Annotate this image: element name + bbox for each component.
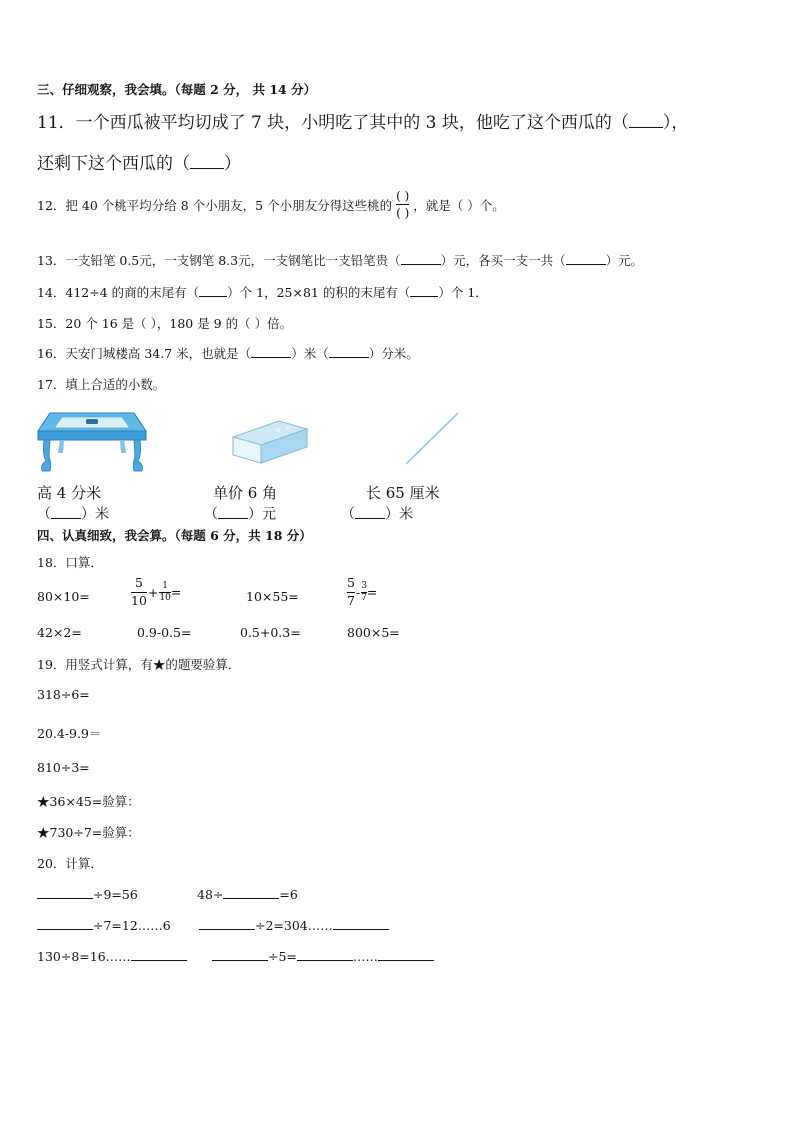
q20-text-1: ÷9=56 [93,887,138,903]
q19-item-2: 20.4-9.9＝ [37,726,102,741]
q16-text-c: ）分米。 [368,346,419,362]
q20-row2-b [199,916,389,933]
q19-item-4: ★36×45=验算： [37,794,140,809]
q19-item-3: 810÷3= [37,760,90,775]
equals: = [366,584,378,600]
q12-fraction[interactable] [396,190,409,219]
q19-item-5: ★730÷7=验算： [37,825,140,840]
q18-fraction-expr-2 [347,577,377,607]
q12-text-a: 12．把 40 个桃平均分给 8 个小朋友，5 个小朋友分得这些桃的 [37,197,393,213]
q14 [37,283,488,301]
q13-text-c: ）元。 [605,253,644,269]
q18-item-4: 0.9-0.5= [137,625,192,640]
q20-blank-4[interactable] [199,916,255,930]
numerator: 1 [162,580,168,591]
q17-label-1: 高 4 分米 [37,484,102,502]
q20-blank-9[interactable] [378,947,434,961]
q17-answer-1 [37,503,109,524]
numerator: 5 [134,575,143,590]
q12-denominator-blank[interactable]: ( ) [396,206,410,220]
q13-text-a: 13．一支铅笔 0.5元，一支钢笔 8.3元，一支钢笔比一支铅笔贵（ [37,253,401,269]
q17-answer-3 [341,503,413,524]
equals: = [170,584,182,600]
q12-numerator-blank[interactable]: ( ) [396,189,410,203]
q14-text-a: 14．412÷4 的商的末尾有（ [37,285,200,301]
q14-text-b: ）个 1，25×81 的积的末尾有（ [227,285,411,301]
q13-blank-1[interactable] [401,251,441,265]
q20-blank-3[interactable] [37,916,93,930]
q13 [37,251,643,269]
q11-blank-1[interactable] [629,109,663,128]
q16 [37,344,419,362]
q12-text-b: ，就是（ ）个。 [413,197,505,213]
q20-text-2: 48÷ [197,887,224,903]
q18-item-1: 80×10= [37,589,90,604]
section-3-title: 三、仔细观察，我会填。（每题 2 分， 共 14 分） [37,82,317,97]
numerator: 5 [347,575,355,590]
q11-text-d: ） [224,154,241,174]
q11-text-c: 还剩下这个西瓜的（ [37,154,190,174]
q16-blank-1[interactable] [251,344,291,358]
q18-item-3: 42×2= [37,625,82,640]
q18-fraction-expr-1 [131,577,181,607]
denominator: 7 [361,592,367,603]
q11-line2 [37,149,241,174]
q19-item-1: 318÷6= [37,687,90,702]
q20-text-8: …… [352,949,378,965]
q11-text-a: 11．一个西瓜被平均切成了 7 块，小明吃了其中的 3 块，他吃了这个西瓜的（ [37,113,629,133]
q20-row3-a [37,947,187,964]
q20-text-7: ÷5= [268,949,297,965]
q20-text-5: ÷2=304…… [255,918,333,934]
q18-item-5: 0.5+0.3= [240,625,301,640]
q17-answer-2-open: （ [204,506,218,523]
q17-blank-3[interactable] [355,503,385,519]
q12 [37,190,505,219]
q11-blank-2[interactable] [190,150,224,169]
table-picture [36,409,148,475]
fraction-5-7 [347,577,355,607]
q20-title: 20．计算． [37,856,103,871]
denominator: 10 [131,592,147,608]
line-segment-picture [398,410,462,468]
eraser-picture [229,417,311,467]
fraction-bar [396,204,409,205]
q17-answer-1-unit: ）米 [81,506,109,523]
q16-text-b: ）米（ [291,346,329,362]
q11-text-b: ）， [662,113,689,133]
q20-blank-2[interactable] [223,885,279,899]
q20-blank-6[interactable] [131,947,187,961]
q18-item-2: 10×55= [246,589,299,604]
q17-answer-3-open: （ [341,506,355,523]
q17-label-3: 长 65 厘米 [366,484,440,502]
q20-text-3: =6 [279,887,298,903]
q17-blank-2[interactable] [218,503,248,519]
q20-row1-b [197,885,298,902]
fraction-1-10 [159,582,170,603]
svg-text:✳: ✳ [275,426,282,435]
operator: + [147,584,159,600]
q18-title: 18．口算． [37,555,103,570]
q17-label-2: 单价 6 角 [213,484,278,502]
q18-item-6: 800×5= [347,625,400,640]
q20-blank-5[interactable] [333,916,389,930]
operator: - [355,584,361,600]
q20-text-4: ÷7=12……6 [93,918,171,934]
q17-answer-2 [204,503,276,524]
section-4-title: 四、认真细致，我会算。（每题 6 分，共 18 分） [37,528,312,543]
q17-title: 17．填上合适的小数。 [37,377,166,392]
q14-text-c: ）个 1． [438,285,488,301]
q20-blank-8[interactable] [297,947,353,961]
svg-text:✳: ✳ [285,425,291,432]
fraction-5-10 [131,577,147,607]
q20-blank-1[interactable] [37,885,93,899]
q14-blank-1[interactable] [199,283,227,297]
q16-text-a: 16．天安门城楼高 34.7 米，也就是（ [37,346,252,362]
q11-line1 [37,108,688,133]
q20-row2-a [37,916,171,933]
numerator: 3 [361,580,367,591]
q20-blank-7[interactable] [212,947,268,961]
q15: 15．20 个 16 是（ ），180 是 9 的（ ）倍。 [37,316,293,331]
denominator: 7 [347,592,355,608]
q20-row1-a [37,885,138,902]
q14-blank-2[interactable] [410,283,438,297]
q17-answer-3-unit: ）米 [385,506,413,523]
q17-answer-1-open: （ [37,506,51,523]
denominator: 10 [159,592,171,603]
q17-blank-1[interactable] [51,503,81,519]
q20-text-6: 130÷8=16…… [37,949,131,965]
q19-title: 19．用竖式计算，有★的题要验算． [37,657,241,672]
q17-answer-2-unit: ）元 [248,506,276,523]
q16-blank-2[interactable] [329,344,369,358]
q20-row3-b [212,947,434,964]
q13-blank-2[interactable] [566,251,606,265]
q13-text-b: ）元，各买一支一共（ [440,253,566,269]
